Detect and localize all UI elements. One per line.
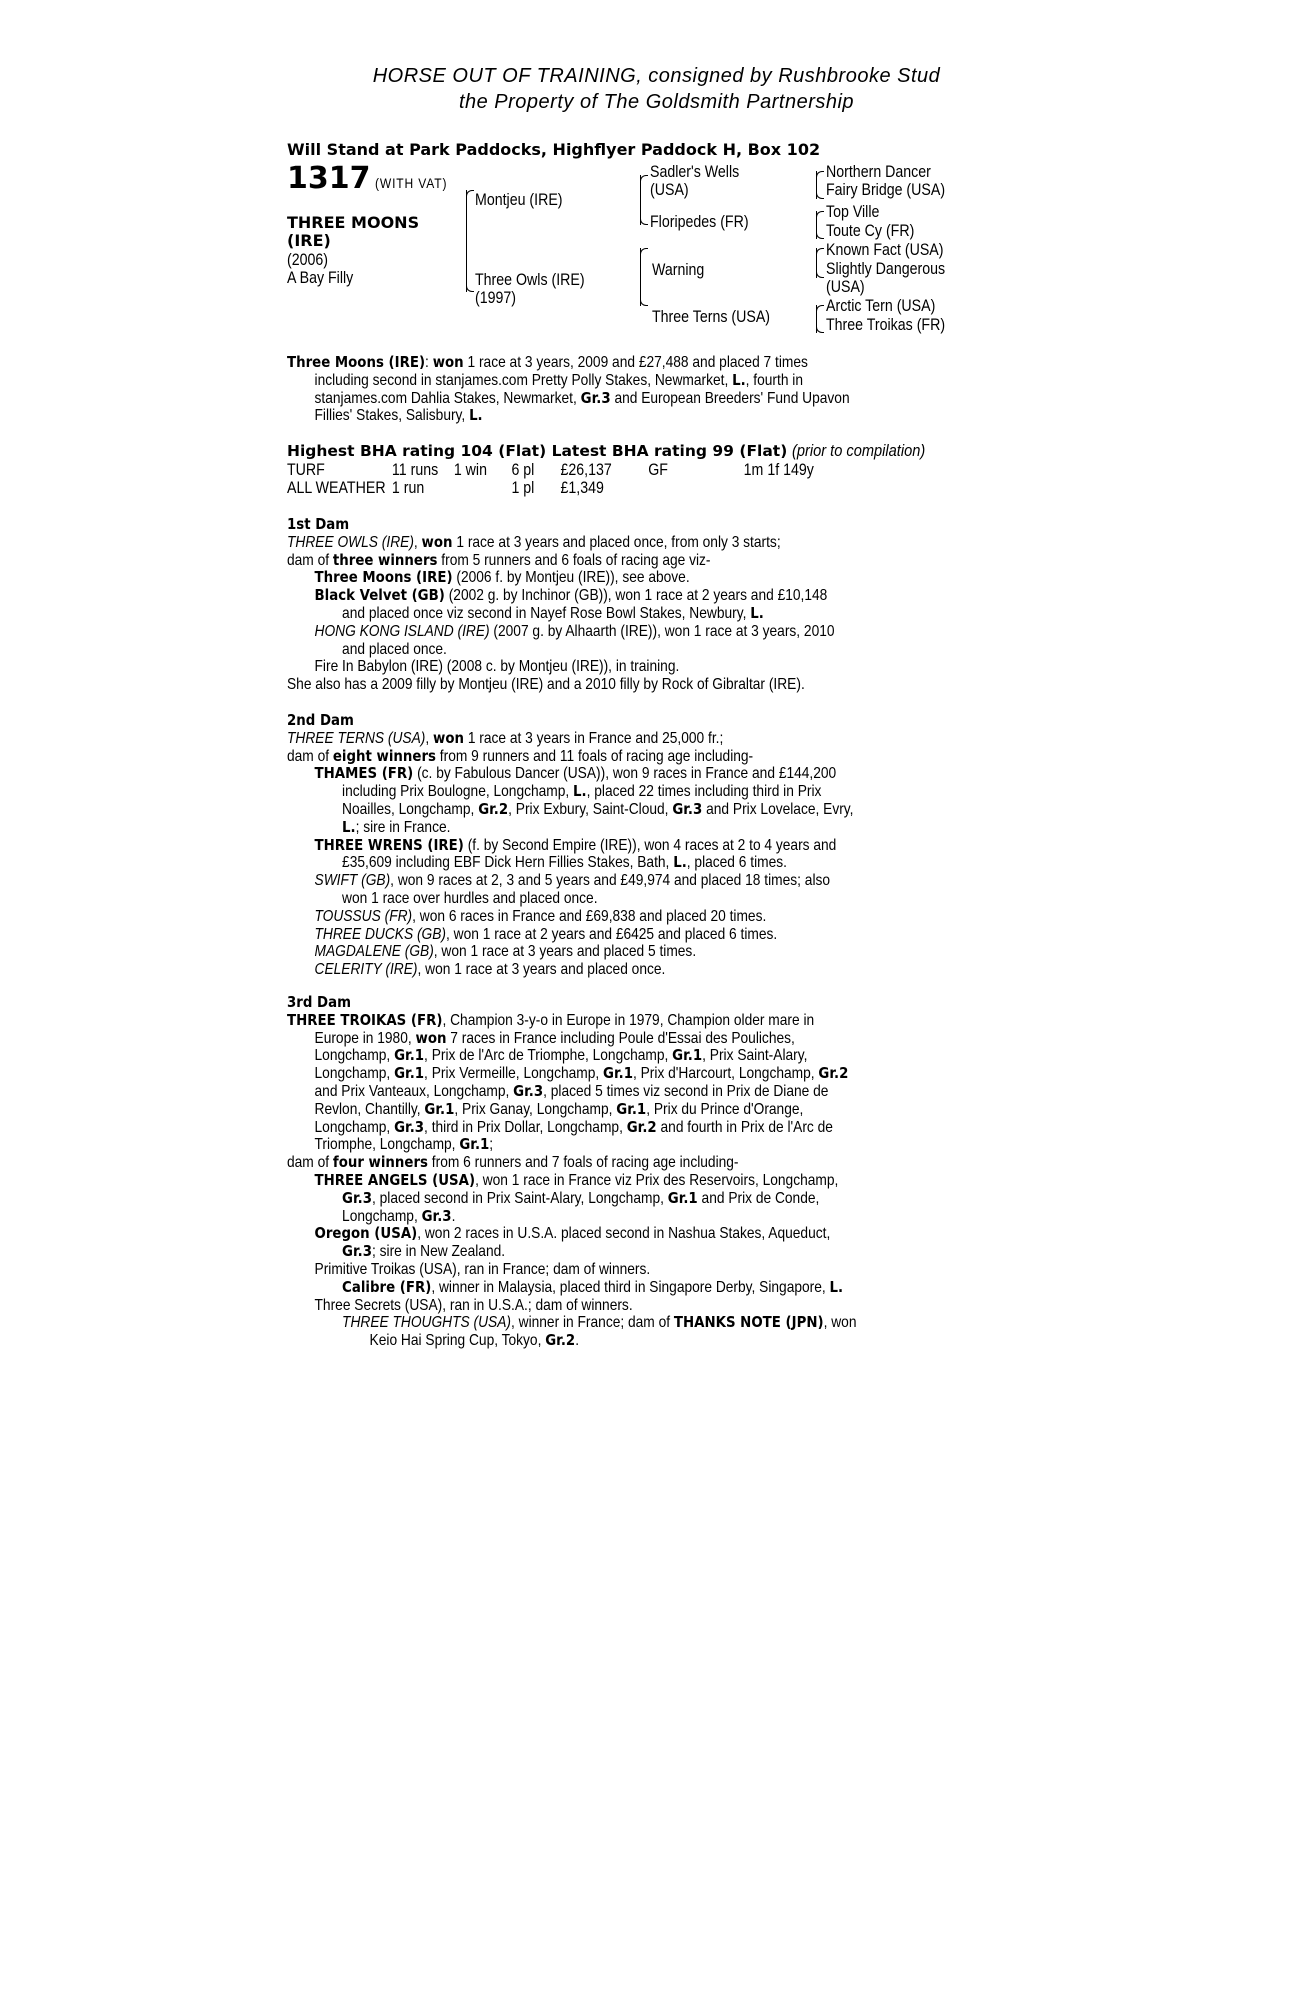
progeny-name: Calibre (FR) (342, 1277, 432, 1296)
surface: TURF (287, 461, 325, 479)
grade: Gr.3 (513, 1081, 544, 1100)
text: , Champion 3-y-o in Europe in 1979, Champion older mare in (442, 1011, 815, 1029)
gp-northern-dancer: Northern Dancer (826, 163, 931, 181)
winners-count: eight winners (332, 746, 436, 765)
progeny-name: THANKS NOTE (JPN) (673, 1313, 824, 1332)
text: , won 1 race at 2 years and £6425 and placed 6 times. (446, 925, 778, 943)
text: , won 1 race in France viz Prix des Reservoirs, Longchamp, (475, 1171, 839, 1189)
grade: Gr.1 (394, 1046, 425, 1065)
pedigree-brace (816, 305, 817, 333)
race-summary (287, 354, 1005, 425)
third-dam-section (287, 994, 1005, 1350)
runs: 1 run (391, 479, 425, 497)
rating-note: (prior to compilation) (791, 441, 926, 460)
text: , Prix d'Harcourt, Longchamp, (632, 1065, 819, 1083)
text: , won 1 race at 3 years and placed once. (417, 961, 666, 979)
surface: ALL WEATHER (287, 479, 386, 497)
pedigree-brace (816, 171, 817, 199)
progeny-name: THAMES (FR) (314, 764, 414, 783)
gp-three-troikas: Three Troikas (FR) (826, 316, 946, 334)
text: and placed once. (342, 640, 447, 658)
grade: Gr.1 (667, 1188, 698, 1207)
text: Keio Hai Spring Cup, Tokyo, (369, 1332, 546, 1350)
text: , won 9 races at 2, 3 and 5 years and £49,974 and placed 18 times; also (390, 872, 831, 890)
grade: L. (469, 406, 483, 425)
dam-name: THREE OWLS (IRE) (287, 533, 414, 551)
text: and European Breeders' Fund Upavon (610, 389, 850, 407)
grade: Gr.3 (672, 799, 703, 818)
distance: 1m 1f 149y (743, 461, 814, 479)
progeny-name: THREE DUCKS (GB) (314, 925, 447, 943)
text: (2007 g. by Alhaarth (IRE)), won 1 race at 3 years, 2010 (489, 622, 835, 640)
text: 1 race at 3 years and placed once, from only 3 starts; (452, 533, 781, 551)
text: , placed 5 times viz second in Prix de Diane de (543, 1082, 829, 1100)
horse-description: A Bay Filly (287, 269, 354, 287)
grade: L. (573, 782, 587, 801)
gp-toute-cy: Toute Cy (FR) (826, 222, 915, 240)
text: , Prix de l'Arc de Triomphe, Longchamp, (424, 1047, 673, 1065)
grade: Gr.1 (459, 1135, 490, 1154)
text: from 6 runners and 7 foals of racing age including- (427, 1154, 739, 1172)
text: , Prix du Prince d'Orange, (646, 1100, 804, 1118)
text: . (575, 1332, 580, 1350)
grade: Gr.2 (545, 1331, 576, 1350)
progeny-name: TOUSSUS (FR) (314, 907, 413, 925)
text: , won (823, 1314, 857, 1332)
progeny-name: THREE ANGELS (USA) (314, 1170, 476, 1189)
grade: Gr.3 (342, 1188, 373, 1207)
text: , won 6 races in France and £69,838 and placed 20 times. (412, 907, 767, 925)
sire-sire: Sadler's Wells (650, 163, 740, 181)
text: and placed once viz second in Nayef Rose Bowl Stakes, Newbury, (342, 604, 751, 622)
progeny-name: SWIFT (GB) (314, 872, 391, 890)
horse-name: THREE MOONS (287, 213, 420, 232)
progeny-name: CELERITY (IRE) (314, 961, 418, 979)
text: Fillies' Stakes, Salisbury, (314, 407, 470, 425)
pedigree-brace (466, 190, 467, 292)
gp-top-ville: Top Ville (826, 203, 880, 221)
dam-sire: Warning (652, 261, 705, 279)
text: , Prix Vermeille, Longchamp, (424, 1065, 604, 1083)
grade: L. (673, 853, 687, 872)
text: dam of (287, 747, 333, 765)
lot-number: 1317 (287, 161, 371, 196)
won-label: won (421, 532, 453, 551)
text: ; (489, 1136, 494, 1154)
text: ; sire in New Zealand. (372, 1243, 506, 1261)
dam: Three Owls (IRE) (475, 271, 585, 289)
grade: Gr.2 (478, 799, 509, 818)
text: , third in Prix Dollar, Longchamp, (424, 1118, 627, 1136)
text: dam of (287, 1154, 333, 1172)
gp-slightly-dangerous-country: (USA) (826, 278, 865, 296)
text: 1 race at 3 years in France and 25,000 fr.; (463, 729, 724, 747)
text: , Prix Ganay, Longchamp, (454, 1100, 617, 1118)
text: Europe in 1980, (314, 1029, 416, 1047)
gp-known-fact: Known Fact (USA) (826, 241, 944, 259)
grade: L. (732, 370, 746, 389)
text: £35,609 including EBF Dick Hern Fillies Stakes, Bath, (342, 854, 674, 872)
text: , placed 6 times. (686, 854, 787, 872)
grade: Gr.1 (424, 1099, 455, 1118)
won-label: won (432, 353, 464, 371)
grade: Gr.1 (672, 1046, 703, 1065)
sire-dam: Floripedes (FR) (650, 213, 749, 231)
runs: 11 runs (391, 461, 439, 479)
grade: L. (829, 1277, 844, 1296)
dam-name: THREE TROIKAS (FR) (287, 1010, 443, 1029)
text: , (413, 533, 422, 551)
text: , winner in Malaysia, placed third in Singapore Derby, Singapore, (431, 1278, 830, 1296)
consignor-line: HORSE OUT OF TRAINING, consigned by Rushbrooke Stud (372, 65, 941, 87)
grade: Gr.1 (603, 1064, 633, 1083)
text: dam of (287, 551, 333, 569)
text: . (451, 1207, 456, 1225)
section-title: 1st Dam (287, 515, 350, 533)
grade: Gr.2 (818, 1064, 849, 1083)
text: including second in stanjames.com Pretty Polly Stakes, Newmarket, (314, 371, 733, 389)
gp-arctic-tern: Arctic Tern (USA) (826, 297, 936, 315)
progeny-name: HONG KONG ISLAND (IRE) (314, 622, 490, 640)
text: and Prix de Conde, (697, 1189, 820, 1207)
text: , Prix Saint-Alary, (702, 1047, 808, 1065)
dam-name: THREE TERNS (USA) (287, 729, 426, 747)
placings: 1 pl (511, 479, 535, 497)
text: from 9 runners and 11 foals of racing age including- (435, 747, 754, 765)
prize-money: £26,137 (560, 461, 612, 479)
bha-rating (287, 442, 947, 461)
text: stanjames.com Dahlia Stakes, Newmarket, (314, 389, 581, 407)
text: 1 race at 3 years, 2009 and £27,488 and placed 7 times (463, 354, 808, 371)
text: Triomphe, Longchamp, (314, 1136, 460, 1154)
text: 7 races in France including Poule d'Essai des Pouliches, (446, 1029, 795, 1047)
text: : (425, 354, 433, 371)
grade: Gr.3 (342, 1242, 373, 1261)
gp-slightly-dangerous: Slightly Dangerous (826, 260, 946, 278)
grade: Gr.1 (616, 1099, 647, 1118)
progeny-entry: Primitive Troikas (USA), ran in France; dam of winners. (314, 1260, 651, 1278)
owner-line: the Property of The Goldsmith Partnership (458, 91, 855, 113)
text: and Prix Lovelace, Evry, (702, 800, 854, 818)
gp-fairy-bridge: Fairy Bridge (USA) (826, 181, 946, 199)
text: (2002 g. by Inchinor (GB)), won 1 race at 2 years and £10,148 (444, 587, 828, 605)
grade: L. (750, 603, 764, 622)
foaling-year: (2006) (287, 251, 329, 269)
winners-count: four winners (332, 1153, 428, 1172)
progeny-name: MAGDALENE (GB) (314, 943, 434, 961)
text: (2006 f. by Montjeu (IRE)), see above. (452, 569, 690, 587)
winners-count: three winners (332, 550, 438, 569)
horse-name-ref: Three Moons (IRE) (287, 353, 426, 371)
text: Longchamp, (314, 1118, 395, 1136)
text: , (425, 729, 434, 747)
text: , placed second in Prix Saint-Alary, Longchamp, (372, 1189, 668, 1207)
lot-number-block (287, 162, 459, 196)
text: , winner in France; dam of (510, 1314, 674, 1332)
text: (f. by Second Empire (IRE)), won 4 races at 2 to 4 years and (463, 836, 837, 854)
pedigree-brace (816, 248, 817, 278)
prize-money: £1,349 (560, 479, 604, 497)
grade: L. (342, 817, 356, 836)
text: ; sire in France. (355, 818, 451, 836)
text: , Prix Exbury, Saint-Cloud, (508, 800, 673, 818)
text: , won 1 race at 3 years and placed 5 times. (433, 943, 697, 961)
stand-location: Will Stand at Park Paddocks, Highflyer Paddock H, Box 102 (287, 140, 821, 159)
placings: 6 pl (511, 461, 535, 479)
grade: Gr.1 (394, 1064, 425, 1083)
grade: Gr.3 (421, 1206, 452, 1225)
sire: Montjeu (IRE) (475, 191, 563, 209)
first-dam-section (287, 516, 1005, 694)
pedigree-brace (640, 175, 641, 225)
grade: Gr.3 (580, 388, 611, 407)
text: , fourth in (745, 371, 804, 389)
dam-year: (1997) (475, 289, 517, 307)
rating-text: Highest BHA rating 104 (Flat) Latest BHA rating 99 (Flat) (287, 442, 788, 460)
dam-dam: Three Terns (USA) (652, 308, 771, 326)
grade: Gr.2 (626, 1117, 657, 1136)
vat-note: (WITH VAT) (374, 175, 448, 191)
text: Revlon, Chantilly, (314, 1100, 425, 1118)
progeny-entry: Three Secrets (USA), ran in U.S.A.; dam of winners. (314, 1296, 633, 1314)
progeny-name: Black Velvet (GB) (314, 586, 445, 605)
text: and fourth in Prix de l'Arc de (656, 1118, 833, 1136)
text: and Prix Vanteaux, Longchamp, (314, 1082, 514, 1100)
text: Longchamp, (342, 1207, 422, 1225)
section-title: 3rd Dam (287, 993, 351, 1011)
progeny-entry: Fire In Babylon (IRE) (2008 c. by Montjeu (IRE)), in training. (314, 658, 680, 676)
won-label: won (415, 1028, 447, 1047)
text: , placed 22 times including third in Prix (586, 783, 822, 801)
progeny-name: Three Moons (IRE) (314, 568, 453, 587)
progeny-name: THREE THOUGHTS (USA) (342, 1314, 511, 1332)
won-label: won (433, 728, 464, 747)
pedigree-brace (816, 211, 817, 239)
horse-country: (IRE) (287, 231, 331, 250)
text: won 1 race over hurdles and placed once. (342, 889, 598, 907)
text: Noailles, Longchamp, (342, 800, 479, 818)
section-title: 2nd Dam (287, 711, 354, 729)
going: GF (648, 461, 668, 479)
text: (c. by Fabulous Dancer (USA)), won 9 races in France and £144,200 (413, 765, 837, 783)
text: from 5 runners and 6 foals of racing age viz- (437, 551, 711, 569)
text: She also has a 2009 filly by Montjeu (IRE) and a 2010 filly by Rock of Gibraltar (IRE). (287, 676, 805, 694)
pedigree-brace (640, 248, 641, 306)
sire-sire-country: (USA) (650, 181, 689, 199)
second-dam-section (287, 712, 1005, 979)
text: Longchamp, (314, 1047, 395, 1065)
progeny-name: THREE WRENS (IRE) (314, 835, 464, 854)
wins: 1 win (453, 461, 487, 479)
progeny-name: Oregon (USA) (314, 1224, 418, 1243)
text: including Prix Boulogne, Longchamp, (342, 783, 574, 801)
grade: Gr.3 (394, 1117, 425, 1136)
text: , won 2 races in U.S.A. placed second in Nashua Stakes, Aqueduct, (417, 1225, 831, 1243)
text: Longchamp, (314, 1065, 395, 1083)
